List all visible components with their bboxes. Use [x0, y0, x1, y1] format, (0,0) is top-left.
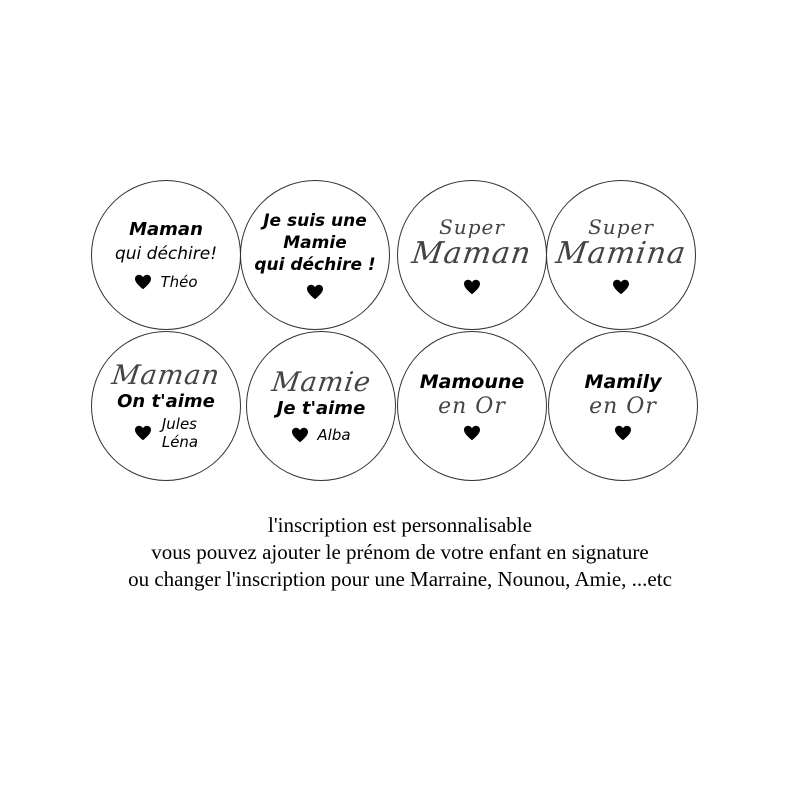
badge-bold-text: On t'aime	[117, 391, 215, 412]
badge-small-text: Super	[588, 215, 654, 239]
signature-name: Alba	[317, 426, 351, 444]
signature-name: Jules	[161, 415, 197, 433]
signature-name: Théo	[160, 273, 198, 291]
badge-script-text: Maman	[409, 236, 535, 271]
badge-super-mamina	[546, 180, 696, 330]
heart-icon	[463, 279, 481, 295]
heart-icon	[612, 279, 630, 295]
badge-small-text: en Or	[589, 394, 657, 419]
caption	[0, 512, 800, 593]
badge-super-maman	[397, 180, 547, 330]
badge-small-text: Super	[439, 215, 505, 239]
signature-name: Léna	[161, 433, 199, 451]
badge-mamie-je-taime	[246, 331, 396, 481]
badge-maman-qui-dechire	[91, 180, 241, 330]
badge-bold-text: Je t'aime	[276, 398, 366, 419]
badge-script-text: Mamie	[269, 367, 373, 398]
badge-small-text: en Or	[438, 394, 506, 419]
badge-line: Je suis une	[263, 211, 367, 231]
badge-je-suis-une-mamie	[240, 180, 390, 330]
badge-line: qui déchire!	[114, 244, 218, 264]
heart-icon	[306, 284, 324, 300]
badge-script-text: Maman	[109, 360, 223, 391]
badge-mamoune-en-or	[397, 331, 547, 481]
heart-icon	[134, 425, 152, 441]
heart-icon	[291, 427, 309, 443]
badge-script-text: Mamina	[553, 236, 689, 271]
badge-line: Maman	[129, 219, 203, 240]
heart-icon	[614, 425, 632, 441]
signature-row	[134, 273, 197, 291]
signature-row	[134, 415, 198, 451]
heart-icon	[463, 425, 481, 441]
heart-icon	[134, 274, 152, 290]
signature-row	[291, 426, 350, 444]
caption-line: l'inscription est personnalisable	[268, 513, 532, 537]
caption-line: vous pouvez ajouter le prénom de votre enfant en signature	[151, 540, 649, 564]
badge-bold-text: Mamoune	[419, 371, 525, 393]
caption-line: ou changer l'inscription pour une Marraine, Nounou, Amie, ...etc	[128, 567, 672, 591]
badge-line: qui déchire !	[254, 255, 376, 275]
badge-bold-text: Mamily	[584, 371, 662, 393]
badge-maman-on-taime	[91, 331, 241, 481]
badge-line: Mamie	[283, 233, 347, 253]
badge-mamily-en-or	[548, 331, 698, 481]
